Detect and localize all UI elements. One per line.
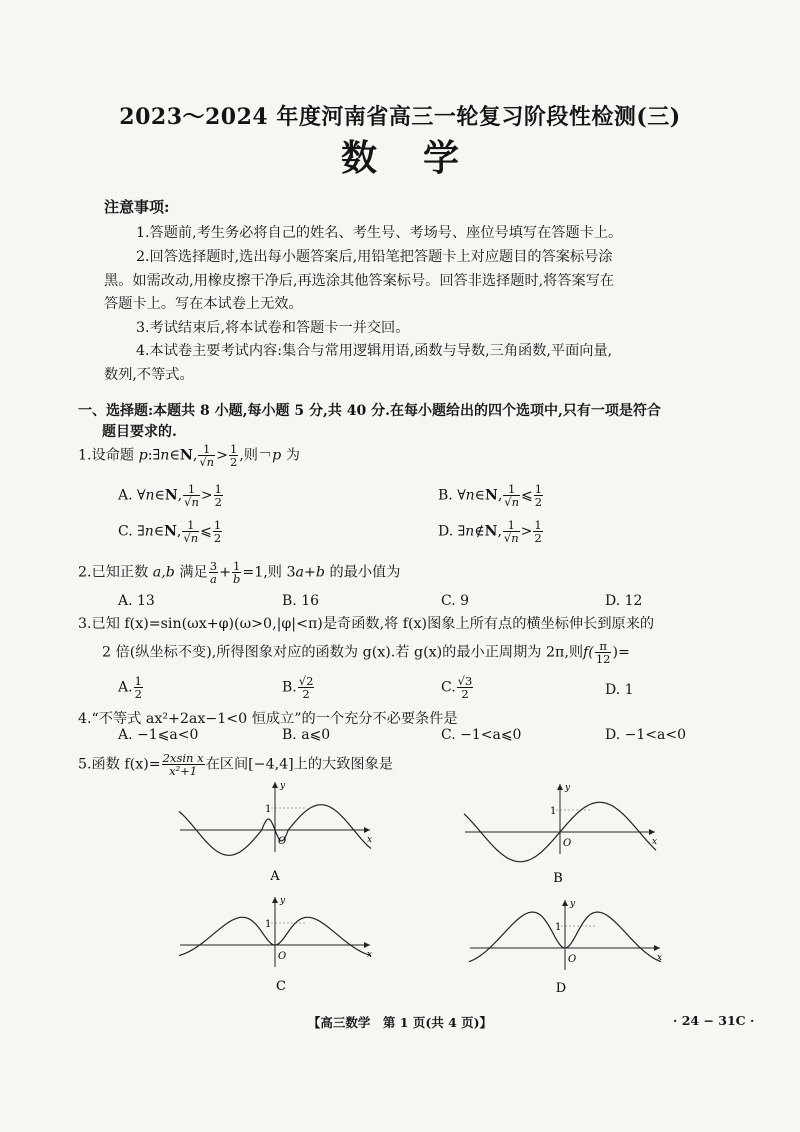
question-4-stem: 4.“不等式 ax²+2ax−1<0 恒成立”的一个充分不必要条件是 [78,711,458,727]
section-heading: 一、选择题:本题共 8 小题,每小题 5 分,共 40 分.在每小题给出的四个选项中,只有一项是符合 [78,403,661,419]
graph-option-label: B [553,871,563,886]
x-axis-label: x [367,835,373,845]
page-footer: 【高三数学 第 1 页(共 4 页)】 [307,1015,493,1030]
question-3-option-b: B. $\frac{√2}{2}$ [282,674,314,702]
y-axis-label: y [280,781,286,791]
graph-option-label: A [270,869,280,884]
notice-line: 2.回答选择题时,选出每小题答案后,用铅笔把答题卡上对应题目的答案标号涂 [136,249,613,265]
question-3-line-2: 2 倍(纵坐标不变),所得图象对应的函数为 g(x).若 g(x)的最小正周期为 2π,则f( $\frac{\pi}{12}$ )= [102,639,630,667]
y-axis-arrow [272,782,278,788]
origin-label: O [568,954,577,965]
notice-line: 数列,不等式。 [104,367,194,383]
graph-b [464,783,657,886]
notice-heading: 注意事项: [104,198,170,216]
graph-c [179,896,372,994]
exam-code: · 24 − 31C · [673,1013,755,1028]
y-axis-arrow [557,784,563,790]
question-1-option-d: D. ∃n∉N, $\frac{1}{√n}$ > $\frac{1}{2}$ [438,518,542,546]
x-axis-label: x [652,837,658,847]
origin-label: O [563,838,572,849]
subject-title: 数学 [340,137,505,179]
question-1-option-c: C. ∃n∈N, $\frac{1}{√n}$ ⩽ $\frac{1}{2}$ [118,518,222,546]
x-axis-arrow [364,942,370,948]
question-2-option-d: D. 12 [605,593,643,609]
question-2-option-c: C. 9 [441,593,470,609]
question-2-option-a: A. 13 [118,593,155,609]
x-axis-arrow [364,827,370,833]
tick-label: 1 [550,806,557,817]
y-axis-label: y [280,896,286,906]
graph-option-label: C [276,979,286,994]
y-axis-label: y [570,899,576,909]
y-axis-arrow [272,897,278,903]
origin-label: O [278,951,287,962]
y-axis-label: y [565,783,571,793]
question-4-option-b: B. a⩽0 [282,727,331,743]
x-axis-arrow [649,829,655,835]
notice-line: 3.考试结束后,将本试卷和答题卡一并交回。 [136,320,410,336]
tick-label: 1 [265,804,272,815]
graph-d [469,899,662,996]
question-3-option-d: D. 1 [605,682,634,698]
graph-a [179,781,372,884]
notice-line: 黑。如需改动,用橡皮擦干净后,再选涂其他答案标号。回答非选择题时,将答案写在 [104,273,615,289]
question-2-stem: 2.已知正数 a,b 满足 $\frac{3}{a}$ + $\frac{1}{b}$ =1,则 3a+b 的最小值为 [78,559,401,587]
x-axis-label: x [367,950,373,960]
x-axis-label: x [657,953,663,963]
notice-line: 1.答题前,考生务必将自己的姓名、考生号、考场号、座位号填写在答题卡上。 [136,225,623,241]
question-3-option-a: A. $\frac{1}{2}$ [118,674,142,702]
question-3-line-1: 3.已知 f(x)=sin(ωx+φ)(ω>0,|φ|<π)是奇函数,将 f(x)图象上所有点的横坐标伸长到原来的 [78,616,655,632]
exam-title: 2023～2024 年度河南省高三一轮复习阶段性检测(三) [119,104,681,130]
tick-label: 1 [265,919,272,930]
section-heading-cont: 题目要求的. [102,424,177,440]
y-axis-arrow [562,900,568,906]
graph-option-label: D [555,981,567,996]
question-4-option-d: D. −1<a<0 [605,727,686,743]
question-1-option-b: B. ∀n∈N, $\frac{1}{√n}$ ⩽ $\frac{1}{2}$ [438,482,543,510]
question-1-stem: 1.设命题 p:∃n∈N, $\frac{1}{√n}$ > $\frac{1}{2}$ ,则￢p 为 [78,442,300,470]
question-4-option-c: C. −1<a⩽0 [441,727,522,743]
notice-line: 答题卡上。写在本试卷上无效。 [104,296,303,312]
tick-label: 1 [555,922,562,933]
notice-line: 4.本试卷主要考试内容:集合与常用逻辑用语,函数与导数,三角函数,平面向量, [136,343,613,359]
question-1-option-a: A. ∀n∈N, $\frac{1}{√n}$ > $\frac{1}{2}$ [118,482,222,510]
question-3-option-c: C. $\frac{√3}{2}$ [441,674,473,702]
question-2-option-b: B. 16 [282,593,320,609]
question-4-option-a: A. −1⩽a<0 [118,727,199,743]
question-5-stem: 5.函数 f(x)= $\frac{\text{2xsin x}}{\text{x²+1}}$ 在区间[−4,4]上的大致图象是 [78,751,393,779]
origin-label: O [278,836,287,847]
x-axis-arrow [654,945,660,951]
